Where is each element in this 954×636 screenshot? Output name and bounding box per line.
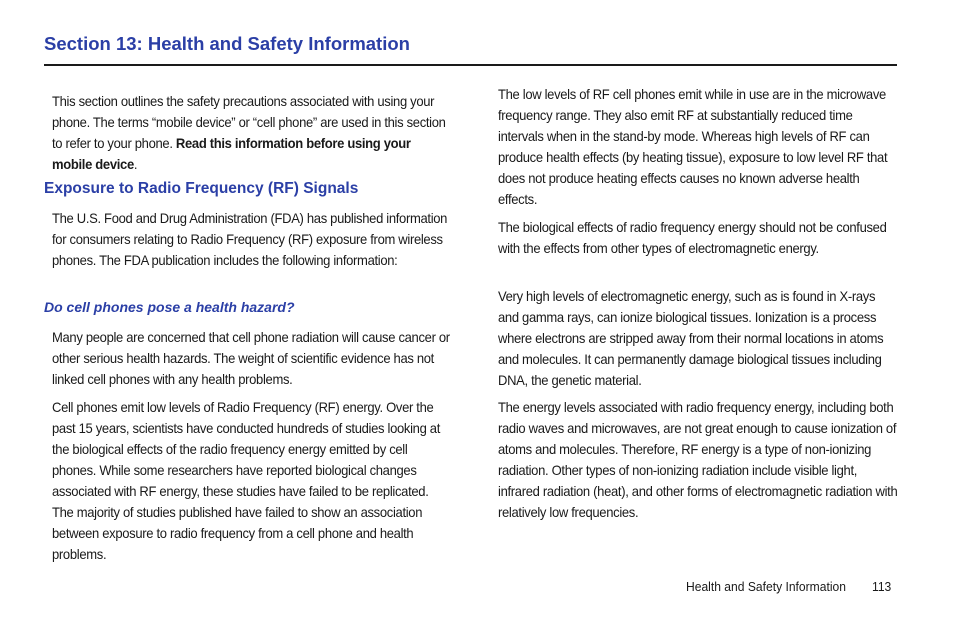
section-title: Section 13: Health and Safety Information bbox=[44, 33, 410, 54]
footer-running-title: Health and Safety Information bbox=[686, 579, 846, 594]
intro-paragraph bbox=[52, 91, 452, 175]
very-high-paragraph: Very high levels of electromagnetic energy, such as is found in X-rays and gamma rays, can ionize biological tissues. Ionization is a process where electrons are stripped away from their normal locations in atoms and molecules. It can permanently damage biological tissues including DNA, the genetic material. bbox=[498, 288, 884, 388]
intro-text: This section outlines the safety precautions associated with using your phone. The terms “mobile device” or “cell phone” are used in this section to refer to your phone. bbox=[52, 93, 446, 151]
energy-levels-paragraph: The energy levels associated with radio frequency energy, including both radio waves and microwaves, are not great enough to cause ionization of atoms and molecules. Therefore, RF energy is a type of non-ionizing radiation. Other types of non-ionizing radiation include visible light, infrared radiation (heat), and other forms of electromagnetic radiation with relatively low frequencies. bbox=[498, 399, 898, 520]
biological-paragraph: The biological effects of radio frequency energy should not be confused with the effects from other types of electromagnetic energy. bbox=[498, 219, 887, 256]
intro-end: . bbox=[133, 156, 138, 172]
emit-paragraph: Cell phones emit low levels of Radio Frequency (RF) energy. Over the past 15 years, scientists have conducted hundreds of studies looking at the biological effects of the radio frequency energy emitted by cell phones. While some researchers have reported biological changes associated with RF energy, these studies have failed to be replicated. The majority of studies published have failed to show an association between exposure to radio frequency from a cell phone and health problems. bbox=[52, 399, 440, 562]
intro-bold-text: Read this information before using your mobile device bbox=[52, 135, 411, 172]
rf-heading: Exposure to Radio Frequency (RF) Signals bbox=[44, 180, 359, 197]
low-levels-paragraph: The low levels of RF cell phones emit while in use are in the microwave frequency range. They also emit RF at substantially reduced time intervals when in the stand-by mode. Whereas high levels of RF can produce health effects (by heating tissue), exposure to low level RF that does not produce heating effects causes no known adverse health effects. bbox=[498, 86, 888, 207]
title-divider bbox=[44, 64, 897, 66]
fda-paragraph: The U.S. Food and Drug Administration (FDA) has published information for consumers relating to Radio Frequency (RF) exposure from wireless phones. The FDA publication includes the following information: bbox=[52, 210, 448, 268]
page-number: 113 bbox=[872, 579, 892, 594]
question-heading: Do cell phones pose a health hazard? bbox=[44, 299, 295, 315]
concern-paragraph: Many people are concerned that cell phone radiation will cause cancer or other serious health hazards. The weight of scientific evidence has not linked cell phones with any health problems. bbox=[52, 329, 450, 387]
